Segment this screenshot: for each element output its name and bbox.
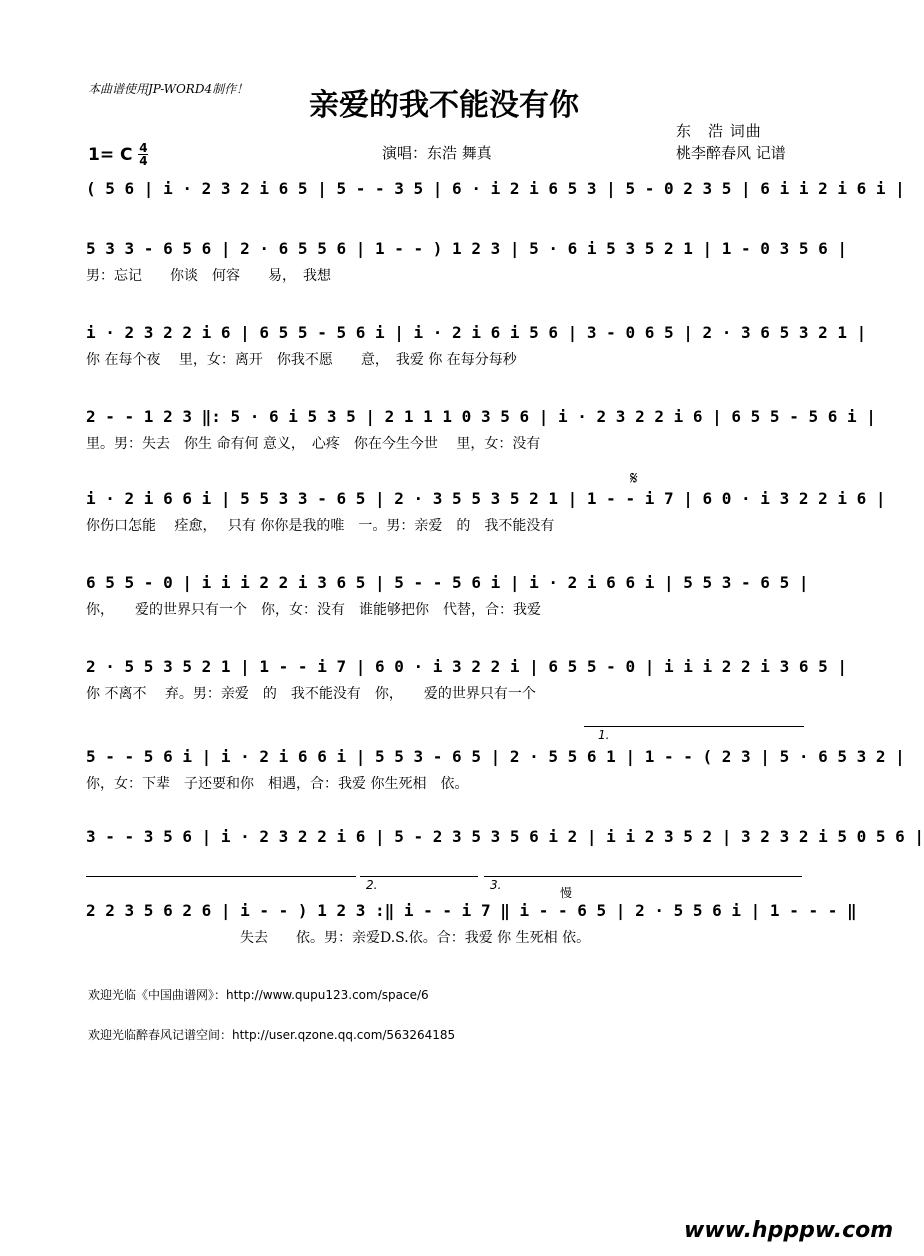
score-system-8 xyxy=(86,746,905,794)
score-system-6 xyxy=(86,572,808,620)
footer-link-qupu: 欢迎光临《中国曲谱网》：http://www.qupu123.com/space/6 xyxy=(88,988,429,1002)
notes-line: 2 · 5 5 3 5 2 1 | 1 - - i 7 | 6 0 · i 3 2 2 i | 6 5 5 - 0 | i i i 2 2 i 3 6 5 | xyxy=(86,657,847,676)
lyrics-line: 你伤口怎能 痊愈， 只有 你你是我的唯 一。男：亲爱 的 我不能没有 xyxy=(86,518,555,534)
singers-credit: 演唱：东浩 舞真 xyxy=(382,144,492,162)
volta-repeat-line xyxy=(86,876,356,877)
volta-2-label: 2. xyxy=(366,878,378,892)
volta-1-bracket xyxy=(584,726,804,727)
time-bottom: 4 xyxy=(139,154,148,168)
website-watermark: www.hpppw.com xyxy=(684,1218,894,1243)
volta-3-bracket xyxy=(484,876,802,877)
volta-1-label: 1. xyxy=(598,728,610,742)
lyrics-line: 你 不离不 弃。男：亲爱 的 我不能没有 你， 爱的世界只有一个 xyxy=(86,686,536,702)
lyrics-line: 里。男：失去 你生 命有何 意义， 心疼 你在今生今世 里，女：没有 xyxy=(86,436,541,452)
tempo-slow-marking: 慢 xyxy=(560,886,573,900)
score-system-2 xyxy=(86,238,847,286)
notes-line: 6 5 5 - 0 | i i i 2 2 i 3 6 5 | 5 - - 5 6 i | i · 2 i 6 6 i | 5 5 3 - 6 5 | xyxy=(86,573,809,592)
notes-line: 2 2 3 5 6 2 6 | i - - ) 1 2 3 :‖ i - - i 7 ‖ i - - 6 5 | 2 · 5 5 6 i | 1 - - - ‖ xyxy=(86,901,857,920)
notes-line: ( 5 6 | i · 2 3 2 i 6 5 | 5 - - 3 5 | 6 · i 2 i 6 5 3 | 5 - 0 2 3 5 | 6 i i 2 i 6 i | xyxy=(86,179,905,198)
segno-sign: 𝄋 xyxy=(630,468,638,489)
score-system-5 xyxy=(86,488,886,536)
lyrics-line: 你， 爱的世界只有一个 你，女：没有 谁能够把你 代替，合：我爱 xyxy=(86,602,541,618)
notes-line: i · 2 i 6 6 i | 5 5 3 3 - 6 5 | 2 · 3 5 5 3 5 2 1 | 1 - - i 7 | 6 0 · i 3 2 2 i 6 | xyxy=(86,489,886,508)
key-label: 1= C xyxy=(88,144,133,165)
score-system-1 xyxy=(86,178,905,200)
time-signature xyxy=(138,142,148,167)
score-system-9 xyxy=(86,826,924,848)
footer-link-qzone: 欢迎光临醉春风记谱空间：http://user.qzone.qq.com/563264185 xyxy=(88,1028,456,1042)
song-title: 亲爱的我不能没有你 xyxy=(309,88,579,123)
notes-line: 2 - - 1 2 3 ‖: 5 · 6 i 5 3 5 | 2 1 1 1 0 3 5 6 | i · 2 3 2 2 i 6 | 6 5 5 - 5 6 i | xyxy=(86,407,876,426)
notes-line: 5 - - 5 6 i | i · 2 i 6 6 i | 5 5 3 - 6 5 | 2 · 5 5 6 1 | 1 - - ( 2 3 | 5 · 6 5 3 2 | xyxy=(86,747,905,766)
transcriber-credit: 桃李醉春风 记谱 xyxy=(676,144,786,162)
volta-2-bracket xyxy=(360,876,478,877)
key-signature xyxy=(88,142,148,167)
lyrics-line: 男：忘记 你谈 何容 易， 我想 xyxy=(86,268,331,284)
score-system-7 xyxy=(86,656,847,704)
lyrics-line: 你 在每个夜 里，女：离开 你我不愿 意， 我爱 你 在每分每秒 xyxy=(86,352,517,368)
lyrics-line: 你，女：下辈 子还要和你 相遇，合：我爱 你生死相 依。 xyxy=(86,776,469,792)
lyrics-line: 失去 依。男：亲爱D.S.依。合：我爱 你 生死相 依。 xyxy=(86,930,591,946)
notes-line: 5 3 3 - 6 5 6 | 2 · 6 5 5 6 | 1 - - ) 1 2 3 | 5 · 6 i 5 3 5 2 1 | 1 - 0 3 5 6 | xyxy=(86,239,847,258)
notes-line: i · 2 3 2 2 i 6 | 6 5 5 - 5 6 i | i · 2 i 6 i 5 6 | 3 - 0 6 5 | 2 · 3 6 5 3 2 1 | xyxy=(86,323,867,342)
notes-line: 3 - - 3 5 6 | i · 2 3 2 2 i 6 | 5 - 2 3 5 3 5 6 i 2 | i i 2 3 5 2 | 3 2 3 2 i 5 0 5 6 | xyxy=(86,827,924,846)
made-with-note: 本曲谱使用JP-WORD4制作！ xyxy=(88,82,249,96)
volta-3-label: 3. xyxy=(490,878,502,892)
time-top: 4 xyxy=(139,141,148,155)
score-system-4 xyxy=(86,406,876,454)
composer-credit: 东 浩 词曲 xyxy=(676,122,762,140)
score-system-3 xyxy=(86,322,867,370)
score-system-10 xyxy=(86,900,857,948)
